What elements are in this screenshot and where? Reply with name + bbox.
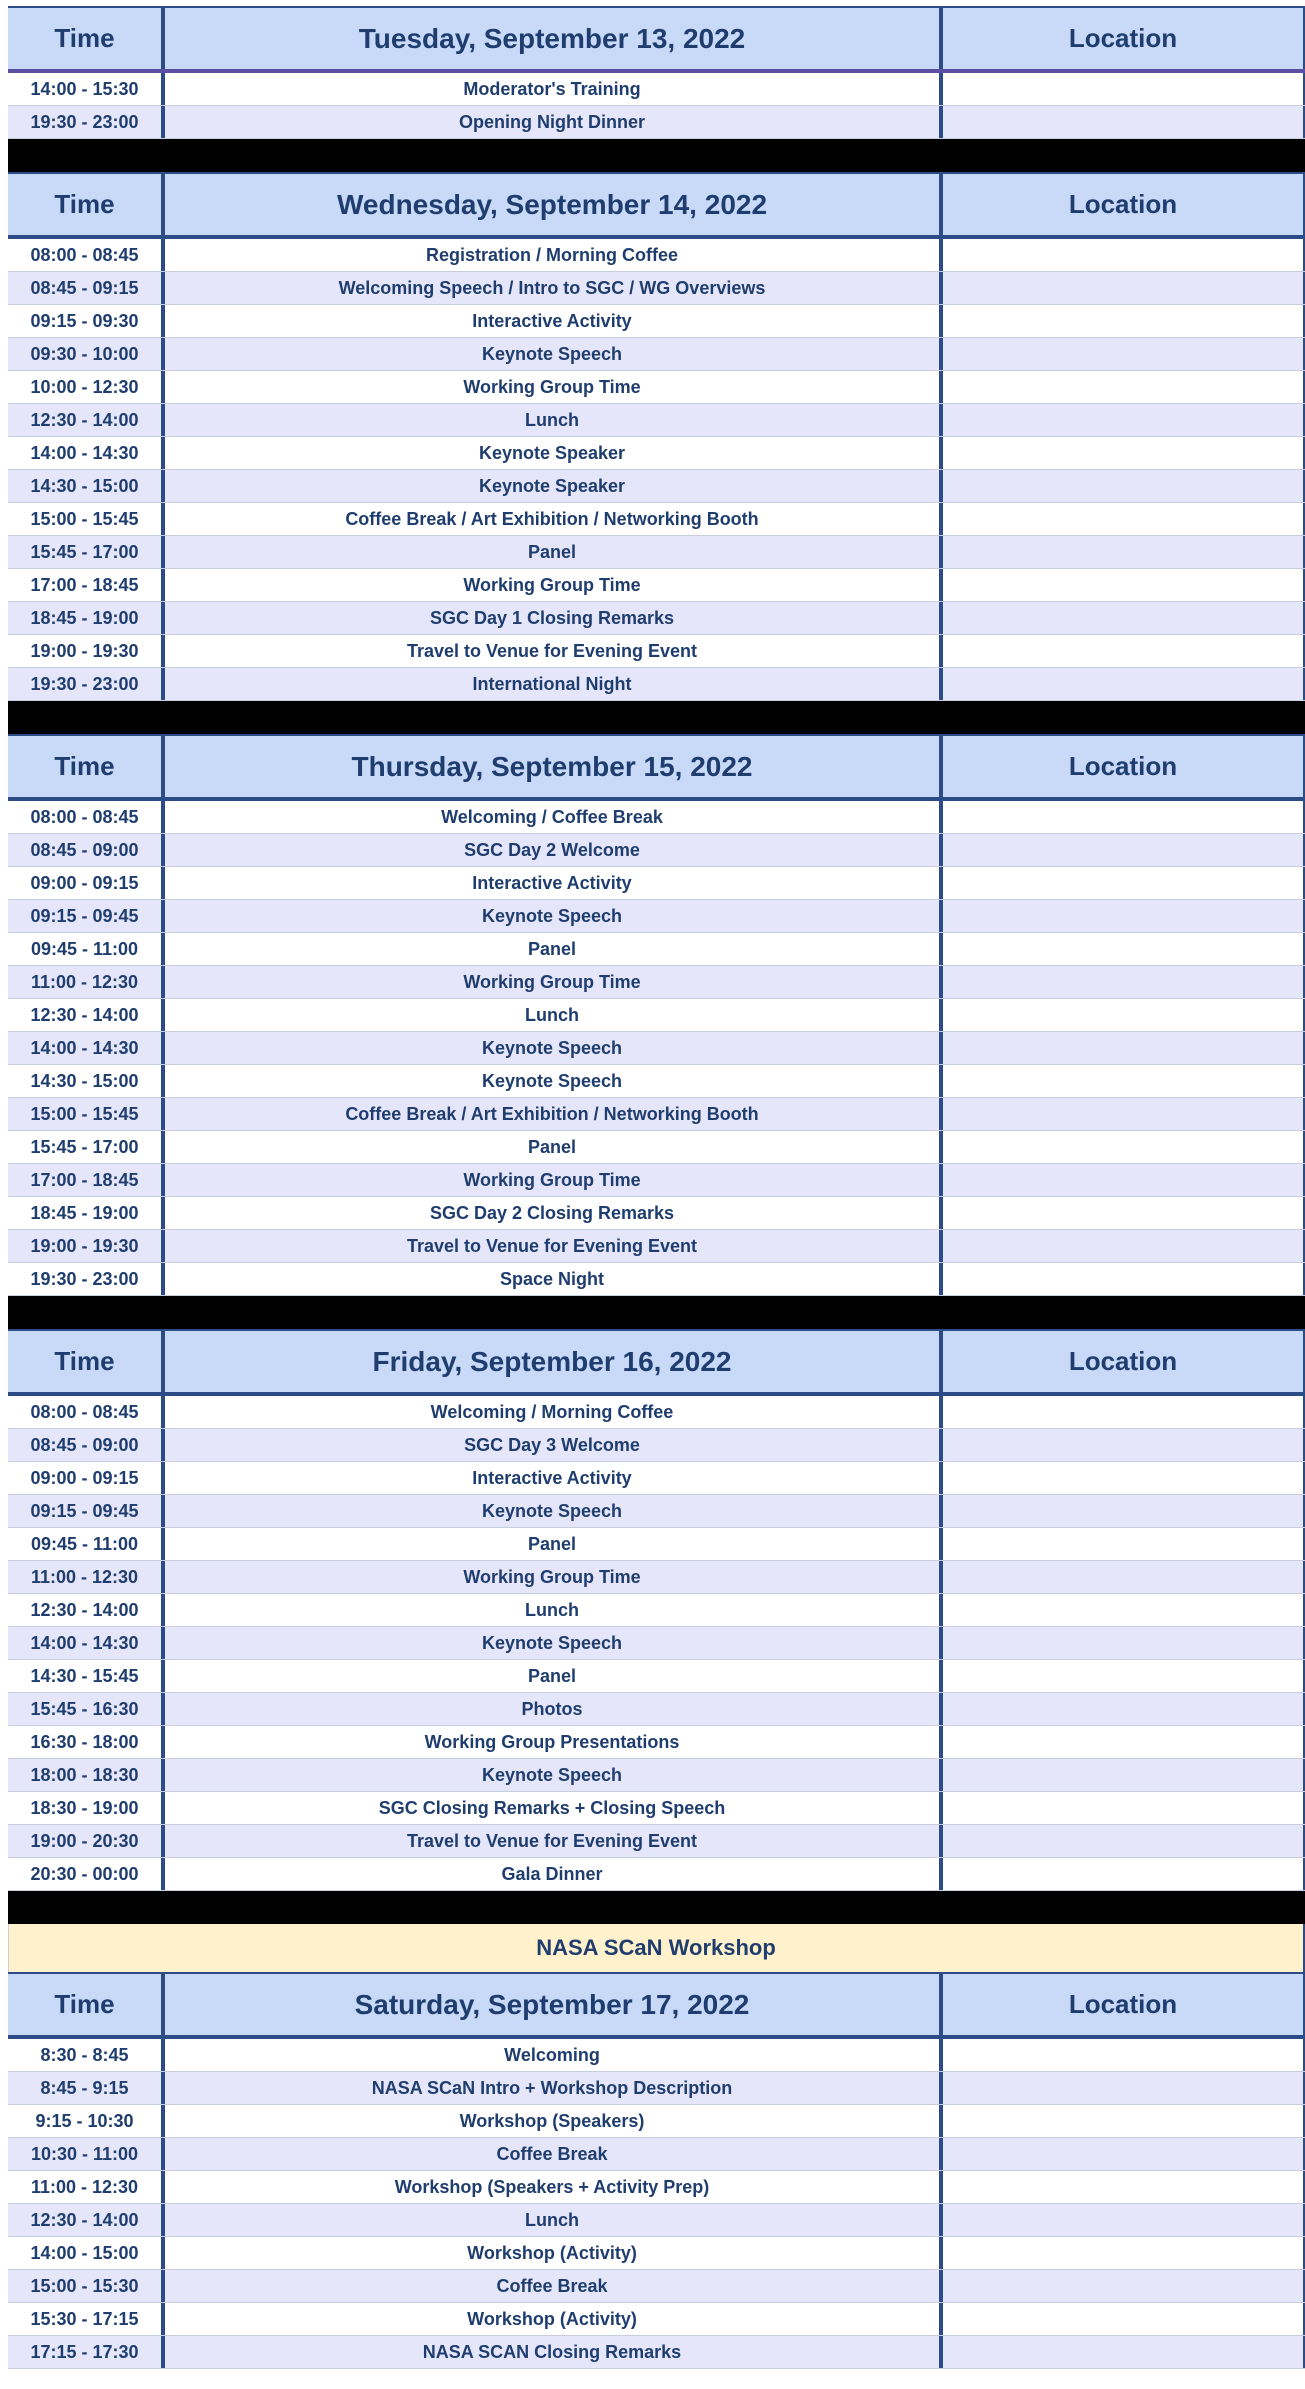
location-cell[interactable]: [943, 569, 1305, 601]
schedule-row[interactable]: [8, 1660, 1305, 1693]
time-cell[interactable]: 19:30 - 23:00: [8, 106, 165, 138]
schedule-row[interactable]: [8, 569, 1305, 602]
time-cell[interactable]: 14:00 - 15:30: [8, 73, 165, 105]
schedule-row[interactable]: [8, 272, 1305, 305]
time-cell[interactable]: 16:30 - 18:00: [8, 1726, 165, 1758]
schedule-row[interactable]: [8, 1825, 1305, 1858]
schedule-row[interactable]: [8, 1594, 1305, 1627]
schedule-row[interactable]: [8, 999, 1305, 1032]
schedule-row[interactable]: [8, 2171, 1305, 2204]
event-cell[interactable]: Moderator's Training: [165, 73, 943, 105]
event-cell[interactable]: Interactive Activity: [165, 305, 943, 337]
time-cell[interactable]: 14:00 - 15:00: [8, 2237, 165, 2269]
time-cell[interactable]: 8:45 - 9:15: [8, 2072, 165, 2104]
location-cell[interactable]: [943, 801, 1305, 833]
event-cell[interactable]: Workshop (Activity): [165, 2237, 943, 2269]
location-cell[interactable]: [943, 2237, 1305, 2269]
event-cell[interactable]: Working Group Time: [165, 371, 943, 403]
event-cell[interactable]: Keynote Speech: [165, 1065, 943, 1097]
location-cell[interactable]: [943, 1627, 1305, 1659]
time-cell[interactable]: 15:45 - 17:00: [8, 1131, 165, 1163]
time-cell[interactable]: 08:00 - 08:45: [8, 801, 165, 833]
day-title: Friday, September 16, 2022: [165, 1331, 943, 1392]
event-cell[interactable]: Lunch: [165, 404, 943, 436]
time-cell[interactable]: 10:30 - 11:00: [8, 2138, 165, 2170]
schedule-row[interactable]: [8, 1098, 1305, 1131]
location-cell[interactable]: [943, 966, 1305, 998]
time-cell[interactable]: 09:30 - 10:00: [8, 338, 165, 370]
time-cell[interactable]: 18:00 - 18:30: [8, 1759, 165, 1791]
location-cell[interactable]: [943, 1032, 1305, 1064]
location-cell[interactable]: [943, 338, 1305, 370]
event-cell[interactable]: Coffee Break / Art Exhibition / Networking Booth: [165, 1098, 943, 1130]
time-cell[interactable]: 9:15 - 10:30: [8, 2105, 165, 2137]
location-cell[interactable]: [943, 1396, 1305, 1428]
location-cell[interactable]: [943, 272, 1305, 304]
time-cell[interactable]: 08:45 - 09:00: [8, 1429, 165, 1461]
schedule-row[interactable]: [8, 1197, 1305, 1230]
event-cell[interactable]: Keynote Speech: [165, 900, 943, 932]
location-cell[interactable]: [943, 1131, 1305, 1163]
day-schedule: [8, 801, 1305, 1296]
day-separator: [8, 139, 1305, 172]
event-cell[interactable]: Workshop (Activity): [165, 2303, 943, 2335]
location-cell[interactable]: [943, 2336, 1305, 2368]
schedule-row[interactable]: [8, 536, 1305, 569]
day-header: [8, 6, 1305, 73]
schedule-row[interactable]: [8, 1396, 1305, 1429]
schedule-row[interactable]: [8, 1693, 1305, 1726]
location-cell[interactable]: [943, 1462, 1305, 1494]
schedule-row[interactable]: [8, 2138, 1305, 2171]
day-schedule: [8, 1396, 1305, 1891]
event-cell[interactable]: NASA SCAN Closing Remarks: [165, 2336, 943, 2368]
location-cell[interactable]: [943, 668, 1305, 700]
schedule-row[interactable]: [8, 933, 1305, 966]
time-cell[interactable]: 19:00 - 20:30: [8, 1825, 165, 1857]
time-cell[interactable]: 19:00 - 19:30: [8, 1230, 165, 1262]
event-cell[interactable]: Travel to Venue for Evening Event: [165, 1825, 943, 1857]
schedule-row[interactable]: [8, 239, 1305, 272]
schedule-row[interactable]: [8, 2105, 1305, 2138]
schedule-row[interactable]: [8, 2270, 1305, 2303]
location-cell[interactable]: [943, 437, 1305, 469]
location-cell[interactable]: [943, 305, 1305, 337]
location-cell[interactable]: [943, 106, 1305, 138]
location-cell[interactable]: [943, 1759, 1305, 1791]
time-cell[interactable]: 17:00 - 18:45: [8, 569, 165, 601]
event-cell[interactable]: Panel: [165, 536, 943, 568]
schedule-row[interactable]: [8, 371, 1305, 404]
time-cell[interactable]: 14:00 - 14:30: [8, 1032, 165, 1064]
event-cell[interactable]: Welcoming / Morning Coffee: [165, 1396, 943, 1428]
time-cell[interactable]: 09:45 - 11:00: [8, 933, 165, 965]
event-cell[interactable]: Coffee Break: [165, 2270, 943, 2302]
time-cell[interactable]: 14:30 - 15:00: [8, 1065, 165, 1097]
event-cell[interactable]: SGC Closing Remarks + Closing Speech: [165, 1792, 943, 1824]
day-title: Thursday, September 15, 2022: [165, 736, 943, 797]
schedule-row[interactable]: [8, 1495, 1305, 1528]
event-cell[interactable]: Panel: [165, 1660, 943, 1692]
event-cell[interactable]: Panel: [165, 1131, 943, 1163]
schedule-row[interactable]: [8, 602, 1305, 635]
time-column-header: Time: [8, 8, 165, 69]
schedule-row[interactable]: [8, 1561, 1305, 1594]
location-cell[interactable]: [943, 1429, 1305, 1461]
location-cell[interactable]: [943, 999, 1305, 1031]
location-cell[interactable]: [943, 1197, 1305, 1229]
location-cell[interactable]: [943, 900, 1305, 932]
event-cell[interactable]: SGC Day 1 Closing Remarks: [165, 602, 943, 634]
day-schedule: [8, 239, 1305, 701]
event-cell[interactable]: Working Group Presentations: [165, 1726, 943, 1758]
location-cell[interactable]: [943, 2039, 1305, 2071]
event-cell[interactable]: SGC Day 3 Welcome: [165, 1429, 943, 1461]
schedule-row[interactable]: [8, 1263, 1305, 1296]
schedule-row[interactable]: [8, 73, 1305, 106]
time-cell[interactable]: 15:00 - 15:30: [8, 2270, 165, 2302]
schedule-row[interactable]: [8, 106, 1305, 139]
location-cell[interactable]: [943, 2204, 1305, 2236]
event-cell[interactable]: Welcoming / Coffee Break: [165, 801, 943, 833]
schedule-row[interactable]: [8, 1230, 1305, 1263]
schedule-row[interactable]: [8, 1429, 1305, 1462]
time-column-header: Time: [8, 1331, 165, 1392]
location-cell[interactable]: [943, 2303, 1305, 2335]
location-column-header: Location: [943, 1331, 1305, 1392]
time-cell[interactable]: 17:00 - 18:45: [8, 1164, 165, 1196]
time-cell[interactable]: 08:45 - 09:15: [8, 272, 165, 304]
schedule-row[interactable]: [8, 338, 1305, 371]
event-cell[interactable]: Welcoming Speech / Intro to SGC / WG Overviews: [165, 272, 943, 304]
location-cell[interactable]: [943, 1792, 1305, 1824]
event-cell[interactable]: Working Group Time: [165, 966, 943, 998]
event-cell[interactable]: Welcoming: [165, 2039, 943, 2071]
schedule-row[interactable]: [8, 2039, 1305, 2072]
event-cell[interactable]: Photos: [165, 1693, 943, 1725]
location-cell[interactable]: [943, 371, 1305, 403]
location-cell[interactable]: [943, 536, 1305, 568]
location-cell[interactable]: [943, 1495, 1305, 1527]
time-cell[interactable]: 11:00 - 12:30: [8, 966, 165, 998]
schedule-row[interactable]: [8, 2336, 1305, 2369]
location-column-header: Location: [943, 1974, 1305, 2035]
schedule-sheet: [8, 6, 1305, 2369]
event-cell[interactable]: NASA SCaN Intro + Workshop Description: [165, 2072, 943, 2104]
event-cell[interactable]: Keynote Speech: [165, 1627, 943, 1659]
location-cell[interactable]: [943, 239, 1305, 271]
schedule-row[interactable]: [8, 2072, 1305, 2105]
workshop-banner: NASA SCaN Workshop: [8, 1924, 1305, 1972]
schedule-row[interactable]: [8, 900, 1305, 933]
time-cell[interactable]: 19:00 - 19:30: [8, 635, 165, 667]
schedule-row[interactable]: [8, 1131, 1305, 1164]
schedule-row[interactable]: [8, 1858, 1305, 1891]
location-cell[interactable]: [943, 1660, 1305, 1692]
schedule-row[interactable]: [8, 470, 1305, 503]
schedule-row[interactable]: [8, 1759, 1305, 1792]
schedule-row[interactable]: [8, 1462, 1305, 1495]
schedule-row[interactable]: [8, 966, 1305, 999]
event-cell[interactable]: Panel: [165, 933, 943, 965]
location-cell[interactable]: [943, 1693, 1305, 1725]
time-cell[interactable]: 15:30 - 17:15: [8, 2303, 165, 2335]
event-cell[interactable]: Gala Dinner: [165, 1858, 943, 1890]
schedule-row[interactable]: [8, 801, 1305, 834]
time-cell[interactable]: 15:45 - 17:00: [8, 536, 165, 568]
location-cell[interactable]: [943, 1098, 1305, 1130]
event-cell[interactable]: Working Group Time: [165, 569, 943, 601]
event-cell[interactable]: Working Group Time: [165, 1561, 943, 1593]
time-cell[interactable]: 12:30 - 14:00: [8, 999, 165, 1031]
day-separator: [8, 701, 1305, 734]
schedule-row[interactable]: [8, 437, 1305, 470]
schedule-row[interactable]: [8, 1164, 1305, 1197]
time-cell[interactable]: 10:00 - 12:30: [8, 371, 165, 403]
time-cell[interactable]: 14:30 - 15:45: [8, 1660, 165, 1692]
event-cell[interactable]: Opening Night Dinner: [165, 106, 943, 138]
location-column-header: Location: [943, 8, 1305, 69]
event-cell[interactable]: Keynote Speaker: [165, 437, 943, 469]
event-cell[interactable]: SGC Day 2 Closing Remarks: [165, 1197, 943, 1229]
location-cell[interactable]: [943, 602, 1305, 634]
time-column-header: Time: [8, 736, 165, 797]
schedule-row[interactable]: [8, 635, 1305, 668]
day-header: [8, 734, 1305, 801]
time-column-header: Time: [8, 1974, 165, 2035]
time-cell[interactable]: 09:15 - 09:45: [8, 1495, 165, 1527]
location-cell[interactable]: [943, 834, 1305, 866]
schedule-row[interactable]: [8, 1627, 1305, 1660]
day-schedule: [8, 73, 1305, 139]
schedule-row[interactable]: [8, 1528, 1305, 1561]
time-cell[interactable]: 19:30 - 23:00: [8, 668, 165, 700]
event-cell[interactable]: Coffee Break: [165, 2138, 943, 2170]
location-cell[interactable]: [943, 1164, 1305, 1196]
event-cell[interactable]: Working Group Time: [165, 1164, 943, 1196]
event-cell[interactable]: Lunch: [165, 1594, 943, 1626]
schedule-row[interactable]: [8, 834, 1305, 867]
location-cell[interactable]: [943, 1065, 1305, 1097]
event-cell[interactable]: Travel to Venue for Evening Event: [165, 635, 943, 667]
time-cell[interactable]: 8:30 - 8:45: [8, 2039, 165, 2071]
schedule-row[interactable]: [8, 1065, 1305, 1098]
time-cell[interactable]: 11:00 - 12:30: [8, 2171, 165, 2203]
event-cell[interactable]: Keynote Speech: [165, 1032, 943, 1064]
event-cell[interactable]: Keynote Speech: [165, 338, 943, 370]
event-cell[interactable]: Registration / Morning Coffee: [165, 239, 943, 271]
time-cell[interactable]: 20:30 - 00:00: [8, 1858, 165, 1890]
schedule-row[interactable]: [8, 305, 1305, 338]
day-header: [8, 172, 1305, 239]
time-cell[interactable]: 15:45 - 16:30: [8, 1693, 165, 1725]
schedule-row[interactable]: [8, 1032, 1305, 1065]
time-cell[interactable]: 17:15 - 17:30: [8, 2336, 165, 2368]
day-header: [8, 1972, 1305, 2039]
location-cell[interactable]: [943, 1858, 1305, 1890]
schedule-row[interactable]: [8, 668, 1305, 701]
location-cell[interactable]: [943, 867, 1305, 899]
location-cell[interactable]: [943, 470, 1305, 502]
time-cell[interactable]: 08:45 - 09:00: [8, 834, 165, 866]
location-cell[interactable]: [943, 1825, 1305, 1857]
time-cell[interactable]: 12:30 - 14:00: [8, 404, 165, 436]
schedule-row[interactable]: [8, 1726, 1305, 1759]
location-cell[interactable]: [943, 2171, 1305, 2203]
time-cell[interactable]: 09:45 - 11:00: [8, 1528, 165, 1560]
location-cell[interactable]: [943, 2270, 1305, 2302]
location-cell[interactable]: [943, 2105, 1305, 2137]
day-separator: [8, 1891, 1305, 1924]
location-cell[interactable]: [943, 933, 1305, 965]
time-cell[interactable]: 14:00 - 14:30: [8, 1627, 165, 1659]
location-column-header: Location: [943, 174, 1305, 235]
time-cell[interactable]: 15:00 - 15:45: [8, 503, 165, 535]
location-cell[interactable]: [943, 1528, 1305, 1560]
event-cell[interactable]: Keynote Speaker: [165, 470, 943, 502]
schedule-row[interactable]: [8, 404, 1305, 437]
day-schedule: [8, 2039, 1305, 2369]
location-cell[interactable]: [943, 1594, 1305, 1626]
time-cell[interactable]: 08:00 - 08:45: [8, 239, 165, 271]
location-cell[interactable]: [943, 2138, 1305, 2170]
event-cell[interactable]: Keynote Speech: [165, 1759, 943, 1791]
event-cell[interactable]: Coffee Break / Art Exhibition / Networking Booth: [165, 503, 943, 535]
time-column-header: Time: [8, 174, 165, 235]
time-cell[interactable]: 12:30 - 14:00: [8, 2204, 165, 2236]
day-title: Tuesday, September 13, 2022: [165, 8, 943, 69]
schedule-row[interactable]: [8, 867, 1305, 900]
event-cell[interactable]: Workshop (Speakers + Activity Prep): [165, 2171, 943, 2203]
time-cell[interactable]: 12:30 - 14:00: [8, 1594, 165, 1626]
time-cell[interactable]: 18:45 - 19:00: [8, 1197, 165, 1229]
location-cell[interactable]: [943, 73, 1305, 105]
time-cell[interactable]: 19:30 - 23:00: [8, 1263, 165, 1295]
time-cell[interactable]: 09:00 - 09:15: [8, 1462, 165, 1494]
time-cell[interactable]: 18:45 - 19:00: [8, 602, 165, 634]
location-cell[interactable]: [943, 635, 1305, 667]
event-cell[interactable]: SGC Day 2 Welcome: [165, 834, 943, 866]
location-cell[interactable]: [943, 2072, 1305, 2104]
day-separator: [8, 1296, 1305, 1329]
location-column-header: Location: [943, 736, 1305, 797]
event-cell[interactable]: Interactive Activity: [165, 867, 943, 899]
time-cell[interactable]: 11:00 - 12:30: [8, 1561, 165, 1593]
location-cell[interactable]: [943, 1263, 1305, 1295]
event-cell[interactable]: International Night: [165, 668, 943, 700]
day-title: Wednesday, September 14, 2022: [165, 174, 943, 235]
event-cell[interactable]: Keynote Speech: [165, 1495, 943, 1527]
location-cell[interactable]: [943, 404, 1305, 436]
time-cell[interactable]: 08:00 - 08:45: [8, 1396, 165, 1428]
time-cell[interactable]: 09:15 - 09:30: [8, 305, 165, 337]
event-cell[interactable]: Space Night: [165, 1263, 943, 1295]
event-cell[interactable]: Lunch: [165, 999, 943, 1031]
event-cell[interactable]: Workshop (Speakers): [165, 2105, 943, 2137]
schedule-row[interactable]: [8, 1792, 1305, 1825]
time-cell[interactable]: 09:15 - 09:45: [8, 900, 165, 932]
event-cell[interactable]: Interactive Activity: [165, 1462, 943, 1494]
location-cell[interactable]: [943, 503, 1305, 535]
location-cell[interactable]: [943, 1230, 1305, 1262]
schedule-row[interactable]: [8, 2237, 1305, 2270]
schedule-row[interactable]: [8, 2204, 1305, 2237]
time-cell[interactable]: 18:30 - 19:00: [8, 1792, 165, 1824]
location-cell[interactable]: [943, 1561, 1305, 1593]
time-cell[interactable]: 15:00 - 15:45: [8, 1098, 165, 1130]
schedule-row[interactable]: [8, 503, 1305, 536]
location-cell[interactable]: [943, 1726, 1305, 1758]
event-cell[interactable]: Lunch: [165, 2204, 943, 2236]
time-cell[interactable]: 09:00 - 09:15: [8, 867, 165, 899]
day-title: Saturday, September 17, 2022: [165, 1974, 943, 2035]
time-cell[interactable]: 14:00 - 14:30: [8, 437, 165, 469]
time-cell[interactable]: 14:30 - 15:00: [8, 470, 165, 502]
event-cell[interactable]: Travel to Venue for Evening Event: [165, 1230, 943, 1262]
schedule-row[interactable]: [8, 2303, 1305, 2336]
event-cell[interactable]: Panel: [165, 1528, 943, 1560]
day-header: [8, 1329, 1305, 1396]
